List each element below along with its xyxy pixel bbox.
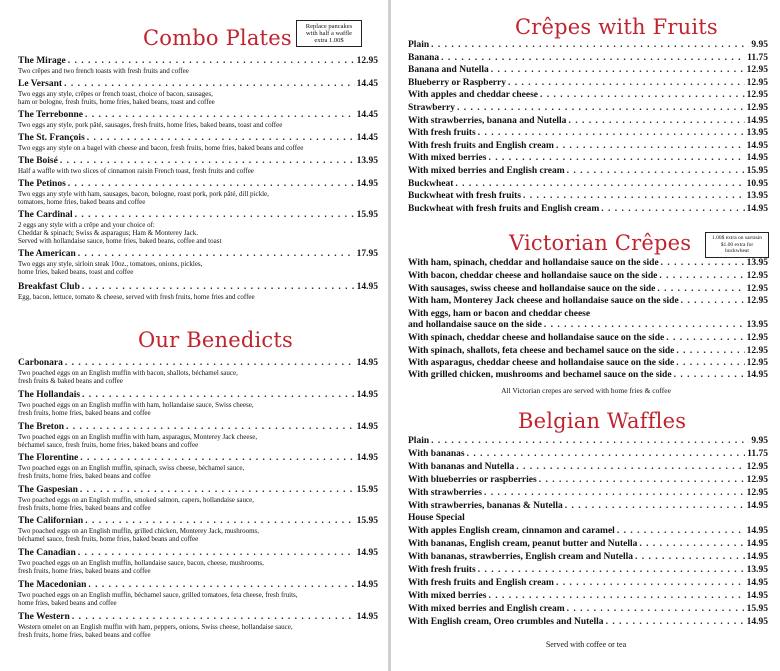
item-price: 14.95 <box>356 390 378 400</box>
menu-item-row <box>18 453 378 464</box>
menu-item-row <box>408 204 768 215</box>
dot-leader <box>508 78 745 89</box>
menu-item-row <box>408 604 768 615</box>
menu-item-row <box>408 191 768 202</box>
menu-item-row <box>408 320 768 331</box>
item-price: 14.95 <box>356 358 378 368</box>
dot-leader <box>441 53 745 64</box>
item-name: With spinach, shallots, feta cheese and bechamel sauce on the side <box>408 346 675 356</box>
victorian-footer: All Victorian crepes are served with home fries & coffee <box>501 386 671 395</box>
item-price: 10.95 <box>746 178 768 189</box>
dot-leader <box>82 390 355 401</box>
item-price: 9.95 <box>751 40 768 50</box>
item-name: and hollandaise sauce on the side <box>408 320 542 330</box>
dot-leader <box>484 488 745 499</box>
item-description: Two poached eggs on an English muffin with bacon, shallots, béchamel sauce, fresh fruits & baked beans and coffee <box>18 369 238 385</box>
item-price: 11.75 <box>747 448 768 459</box>
dot-leader <box>478 128 745 139</box>
item-description: Two eggs any style on a bagel with cheese and bacon, fresh fruits, home fries, baked beans and coffee <box>18 144 304 152</box>
item-name: With bananas <box>408 448 465 459</box>
dot-leader <box>539 475 745 486</box>
dot-leader <box>567 166 745 177</box>
item-description: Two poached eggs on an English muffin, smoked salmon, capers, hollandaise sauce, fresh fruits, home fries, baked beans and coffee <box>18 496 254 512</box>
dot-leader <box>606 617 745 628</box>
item-name: The Breton <box>18 422 65 432</box>
item-name: The Western <box>18 612 70 622</box>
menu-item <box>18 179 378 206</box>
item-price: 12.95 <box>746 474 768 485</box>
menu-item-row <box>408 488 768 499</box>
dot-leader <box>75 210 355 221</box>
dot-leader <box>635 552 745 563</box>
dot-leader <box>87 133 355 144</box>
dot-leader <box>556 141 745 152</box>
menu-item-row <box>408 475 768 486</box>
menu-item-row <box>408 501 768 512</box>
item-description: Two poached eggs on an English muffin, hollandaise sauce, bacon, cheese, mushrooms, fresh fruits, home fries, baked beans and coffee <box>18 559 264 575</box>
item-description: Western omelet on an English muffin with ham, peppers, onions, Swiss cheese, hollandaise sauce, fresh fruits, home fries, baked beans and coffee <box>18 623 293 639</box>
item-description: Egg, bacon, lettuce, tomato & cheese, served with fresh fruits, home fries and coffee <box>18 293 255 301</box>
item-name: With ham, spinach, cheddar and hollandaise sauce on the side <box>408 258 659 268</box>
item-price: 12.95 <box>356 56 378 66</box>
menu-item-row <box>18 133 378 144</box>
item-name: Le Versant <box>18 79 63 89</box>
menu-item <box>18 110 378 129</box>
dot-leader <box>467 449 746 460</box>
item-price: 14.95 <box>356 580 378 590</box>
dot-leader <box>78 249 355 260</box>
item-name: With bananas and Nutella <box>408 461 515 472</box>
menu-item <box>18 249 378 276</box>
dot-leader <box>431 40 749 51</box>
menu-item-row <box>18 422 378 433</box>
item-price: 14.95 <box>746 616 768 627</box>
item-price: 15.95 <box>356 485 378 495</box>
item-name: With mixed berries and English cream <box>408 603 565 614</box>
item-description: Two poached eggs on an English muffin with ham, asparagus, Monterey Jack cheese, béchamel sauce, fresh fruits, home fries, baked beans and coffee <box>18 433 258 449</box>
menu-item-row <box>408 116 768 127</box>
menu-item-row <box>408 65 768 76</box>
item-name: Breakfast Club <box>18 282 80 292</box>
item-name: The Canadian <box>18 548 76 558</box>
menu-item-row <box>408 90 768 101</box>
item-price: 14.95 <box>356 282 378 292</box>
item-price: 12.95 <box>746 77 768 88</box>
menu-item-row <box>408 284 768 295</box>
dot-leader <box>567 604 745 615</box>
item-price: 9.95 <box>751 436 768 446</box>
item-price: 14.95 <box>746 577 768 588</box>
menu-item-row <box>408 539 768 550</box>
menu-item <box>18 282 378 301</box>
dot-leader <box>488 591 744 602</box>
item-name: With mixed berries <box>408 590 487 601</box>
dot-leader <box>68 56 355 67</box>
dot-leader <box>66 422 355 433</box>
dot-leader <box>657 284 744 295</box>
item-price: 12.95 <box>746 346 768 356</box>
item-name: With strawberries <box>408 487 482 498</box>
menu-item-row <box>18 179 378 190</box>
item-price: 17.95 <box>356 249 378 259</box>
item-name: The Californian <box>18 516 84 526</box>
item-name: Buckwheat with fresh fruits <box>408 191 522 202</box>
item-name: Carbonara <box>18 358 63 368</box>
menu-item <box>18 79 378 106</box>
item-description: Two poached eggs on an English muffin, béchamel sauce, grilled tomatoes, feta cheese, fresh fruits, home fries, baked beans and coffee <box>18 591 298 607</box>
menu-item <box>18 548 378 575</box>
item-name: The Florentine <box>18 453 79 463</box>
menu-item-row <box>408 462 768 473</box>
dot-leader <box>544 320 745 331</box>
item-name: With blueberries or raspberries <box>408 474 537 485</box>
item-price: 15.95 <box>746 166 768 176</box>
dot-leader <box>60 156 355 167</box>
dot-leader <box>666 333 744 344</box>
dot-leader <box>639 539 744 550</box>
menu-item-row <box>18 56 378 67</box>
item-price: 13.95 <box>746 191 768 202</box>
menu-item-row <box>408 333 768 344</box>
item-name: With sausages, swiss cheese and hollandaise sauce on the side <box>408 284 656 294</box>
item-name: With ham, Monterey Jack cheese and hollandaise sauce on the side <box>408 296 679 306</box>
item-price: 14.95 <box>356 548 378 558</box>
item-price: 12.95 <box>746 271 768 281</box>
menu-item <box>18 580 378 607</box>
item-name: With strawberries, banana and Nutella <box>408 115 567 126</box>
dot-leader <box>85 110 355 121</box>
item-description: Two crêpes and two french toasts with fresh fruits and coffee <box>18 67 189 75</box>
menu-subheading: House Special <box>408 513 465 524</box>
item-description: Two eggs any style, pork pâté, sausages, fresh fruits, home fries, baked beans, toast and coffee <box>18 121 283 129</box>
menu-item-row <box>18 249 378 260</box>
item-price: 13.95 <box>356 156 378 166</box>
dot-leader <box>85 516 354 527</box>
item-price: 13.95 <box>746 320 768 330</box>
item-price: 14.45 <box>356 79 378 89</box>
menu-item-row <box>18 156 378 167</box>
item-price: 12.95 <box>746 296 768 306</box>
item-price: 14.95 <box>356 612 378 622</box>
dot-leader <box>72 612 355 623</box>
item-name: The Gaspesian <box>18 485 78 495</box>
menu-item-row <box>18 110 378 121</box>
item-name: With mixed berries <box>408 153 487 164</box>
menu-item-row <box>18 580 378 591</box>
item-price: 14.95 <box>746 552 768 563</box>
menu-item-row <box>408 166 768 177</box>
menu-item-row <box>408 271 768 282</box>
menu-item-row <box>408 179 768 190</box>
item-name: With fresh fruits and English cream <box>408 577 554 588</box>
item-price: 13.95 <box>746 258 768 268</box>
item-description: Two eggs any style with ham, sausages, bacon, bologne, roast pork, pork pâté, dill pickle, tomatoes, home fries, baked beans and coffee <box>18 190 269 206</box>
item-price: 14.95 <box>746 500 768 511</box>
item-name: The Terrebonne <box>18 110 84 120</box>
waffles-footer: Served with coffee or tea <box>545 640 627 649</box>
menu-item-row <box>408 370 768 381</box>
dot-leader <box>80 453 354 464</box>
benedicts-title: Our Benedicts <box>138 328 294 352</box>
menu-item-row <box>18 210 378 221</box>
item-price: 15.95 <box>356 516 378 526</box>
dot-leader <box>516 462 744 473</box>
menu-item-row <box>408 565 768 576</box>
menu-item <box>18 390 378 417</box>
menu-item-row <box>408 346 768 357</box>
item-description: Two eggs any style, crêpes or french toast, choice of bacon, sausages, ham or bologne, fresh fruits, home fries, baked beans, toast and coffee <box>18 90 215 106</box>
menu-item-row <box>408 526 768 537</box>
item-price: 14.95 <box>746 590 768 601</box>
menu-item <box>18 612 378 639</box>
item-price: 12.95 <box>746 65 768 76</box>
dot-leader <box>478 565 745 576</box>
item-name: With spinach, cheddar cheese and hollandaise sauce on the side <box>408 333 665 343</box>
menu-item-row <box>18 390 378 401</box>
item-name: Buckwheat with fresh fruits and English cream <box>408 203 600 214</box>
item-price: 12.95 <box>746 487 768 498</box>
page-divider <box>388 0 391 671</box>
item-name: The St. François <box>18 133 85 143</box>
menu-item-row <box>18 485 378 496</box>
item-name: With strawberries, bananas & Nutella <box>408 500 563 511</box>
item-description: 2 eggs any style with a crêpe and your choice of: Cheddar & spinach; Swiss & asparagus; Ham & Monterey Jack. Served with hollandaise sauce, home fries, baked beans, coffee and toast <box>18 221 222 245</box>
item-name: With apples and cheddar cheese <box>408 90 539 101</box>
menu-item-row <box>408 141 768 152</box>
menu-item <box>18 156 378 175</box>
menu-item <box>18 453 378 480</box>
menu-item-row <box>408 296 768 307</box>
menu-item-row <box>18 612 378 623</box>
item-price: 12.95 <box>746 461 768 472</box>
item-name: Blueberry or Raspberry <box>408 77 506 88</box>
menu-item-row <box>408 53 768 64</box>
dot-leader <box>523 191 745 202</box>
dot-leader <box>457 103 745 114</box>
menu-item-row <box>408 617 768 628</box>
menu-item-row <box>408 153 768 164</box>
dot-leader <box>68 179 355 190</box>
item-name: With fresh fruits <box>408 565 476 575</box>
dot-leader <box>617 526 745 537</box>
item-price: 14.95 <box>356 422 378 432</box>
dot-leader <box>661 258 745 269</box>
dot-leader <box>88 580 354 591</box>
dot-leader <box>65 358 355 369</box>
left-page <box>0 0 386 671</box>
dot-leader <box>431 436 749 447</box>
item-description: Half a waffle with two slices of cinnamon raisin French toast, fresh fruits and coffee <box>18 167 254 175</box>
item-price: 14.95 <box>746 526 768 537</box>
menu-item <box>18 358 378 385</box>
menu-item-row <box>408 103 768 114</box>
item-name: With bacon, cheddar cheese and hollandaise sauce on the side <box>408 271 658 281</box>
victorian-note: 1.00$ extra on sarrasin $1.00 extra for buckwheat <box>705 232 769 258</box>
item-price: 15.95 <box>356 210 378 220</box>
item-price: 14.45 <box>356 133 378 143</box>
dot-leader <box>601 204 744 215</box>
dot-leader <box>488 153 744 164</box>
menu-item <box>18 485 378 512</box>
item-price: 14.95 <box>746 115 768 126</box>
item-name: Plain <box>408 40 430 50</box>
item-name: With fresh fruits and English cream <box>408 140 554 151</box>
item-name: Banana <box>408 52 440 63</box>
menu-item <box>18 56 378 75</box>
item-price: 12.95 <box>746 90 768 101</box>
item-price: 12.95 <box>746 284 768 294</box>
menu-item-row <box>408 358 768 369</box>
combo-note: Replace pancakes with half a waffle extra 1.00$ <box>296 20 362 47</box>
menu-item <box>18 210 378 245</box>
dot-leader <box>491 65 745 76</box>
menu-item-row <box>408 436 768 447</box>
menu-item-row <box>408 40 768 51</box>
belgian-waffles-title: Belgian Waffles <box>518 409 687 433</box>
item-name: With bananas, English cream, peanut butter and Nutella <box>408 539 638 550</box>
menu-item-row <box>408 591 768 602</box>
combo-plates-title: Combo Plates <box>143 26 292 50</box>
dot-leader <box>540 90 745 101</box>
item-price: 14.95 <box>356 453 378 463</box>
item-price: 12.95 <box>746 333 768 343</box>
dot-leader <box>64 79 355 90</box>
item-price: 12.95 <box>746 103 768 113</box>
item-description: Two eggs any style, sirloin steak 10oz., tomatoes, onions, pickles, home fries, baked beans, toast and coffee <box>18 260 203 276</box>
right-page <box>392 0 780 671</box>
item-name: The Boisé <box>18 156 58 166</box>
item-name: The Petinos <box>18 179 66 189</box>
item-price: 11.75 <box>747 52 768 63</box>
item-price: 14.95 <box>746 203 768 214</box>
item-price: 14.95 <box>746 140 768 151</box>
menu-item-row <box>18 79 378 90</box>
item-price: 14.95 <box>356 179 378 189</box>
dot-leader <box>676 358 744 369</box>
dot-leader <box>681 296 745 307</box>
item-description: Two poached eggs on an English muffin with ham, hollandaise sauce, Swiss cheese, fresh fruits, home fries, baked beans and coffee <box>18 401 254 417</box>
item-price: 14.95 <box>746 153 768 164</box>
victorian-crepes-title: Victorian Crêpes <box>509 231 692 255</box>
crepes-fruits-title: Crêpes with Fruits <box>515 15 718 39</box>
item-name: With bananas, strawberries, English cream and Nutella <box>408 552 634 563</box>
item-name: With grilled chicken, mushrooms and bechamel sauce on the side <box>408 370 672 380</box>
item-name: With asparagus, cheddar cheese and hollandaise sauce on the side <box>408 358 675 368</box>
menu-item-row <box>18 548 378 559</box>
dot-leader <box>568 116 744 127</box>
menu-item <box>18 516 378 543</box>
item-price: 13.95 <box>746 565 768 575</box>
item-name: With English cream, Oreo crumbles and Nutella <box>408 616 604 627</box>
item-name: With fresh fruits <box>408 128 476 139</box>
item-name: The Cardinal <box>18 210 73 220</box>
item-description: Two poached eggs on an English muffin, grilled chicken, Monterey Jack, mushrooms, béchamel sauce, fresh fruits, home fries, baked beans and coffee <box>18 527 260 543</box>
dot-leader <box>676 346 744 357</box>
menu-item-row <box>408 449 768 460</box>
menu-subheading: With eggs, ham or bacon and cheddar cheese <box>408 309 591 319</box>
dot-leader <box>80 485 355 496</box>
menu-item-row <box>408 128 768 139</box>
item-price: 14.95 <box>746 539 768 550</box>
dot-leader <box>556 578 745 589</box>
menu-item-row <box>408 258 768 269</box>
item-name: Strawberry <box>408 103 455 113</box>
dot-leader <box>82 282 355 293</box>
item-description: Two poached eggs on an English muffin, spinach, swiss cheese, béchamel sauce, fresh fruits, home fries, baked beans and coffee <box>18 464 245 480</box>
item-name: With apples English cream, cinnamon and caramel <box>408 526 615 537</box>
menu-item-row <box>408 552 768 563</box>
item-price: 14.95 <box>746 370 768 380</box>
menu-item-row <box>18 358 378 369</box>
item-price: 14.45 <box>356 110 378 120</box>
item-price: 12.95 <box>746 358 768 368</box>
menu-item-row <box>408 578 768 589</box>
dot-leader <box>455 179 744 190</box>
item-price: 13.95 <box>746 128 768 139</box>
menu-item <box>18 133 378 152</box>
menu-item-row <box>408 78 768 89</box>
menu-item-row <box>18 516 378 527</box>
item-name: With mixed berries and English cream <box>408 166 565 176</box>
item-name: The American <box>18 249 76 259</box>
item-name: The Macedonian <box>18 580 87 590</box>
menu-item <box>18 422 378 449</box>
item-name: Buckwheat <box>408 178 454 189</box>
item-name: The Hollandais <box>18 390 81 400</box>
dot-leader <box>674 370 745 381</box>
item-price: 15.95 <box>746 603 768 614</box>
item-name: Banana and Nutella <box>408 65 489 76</box>
dot-leader <box>659 271 744 282</box>
dot-leader <box>78 548 355 559</box>
item-name: Plain <box>408 436 430 446</box>
item-name: The Mirage <box>18 56 66 66</box>
dot-leader <box>565 501 745 512</box>
menu-item-row <box>18 282 378 293</box>
